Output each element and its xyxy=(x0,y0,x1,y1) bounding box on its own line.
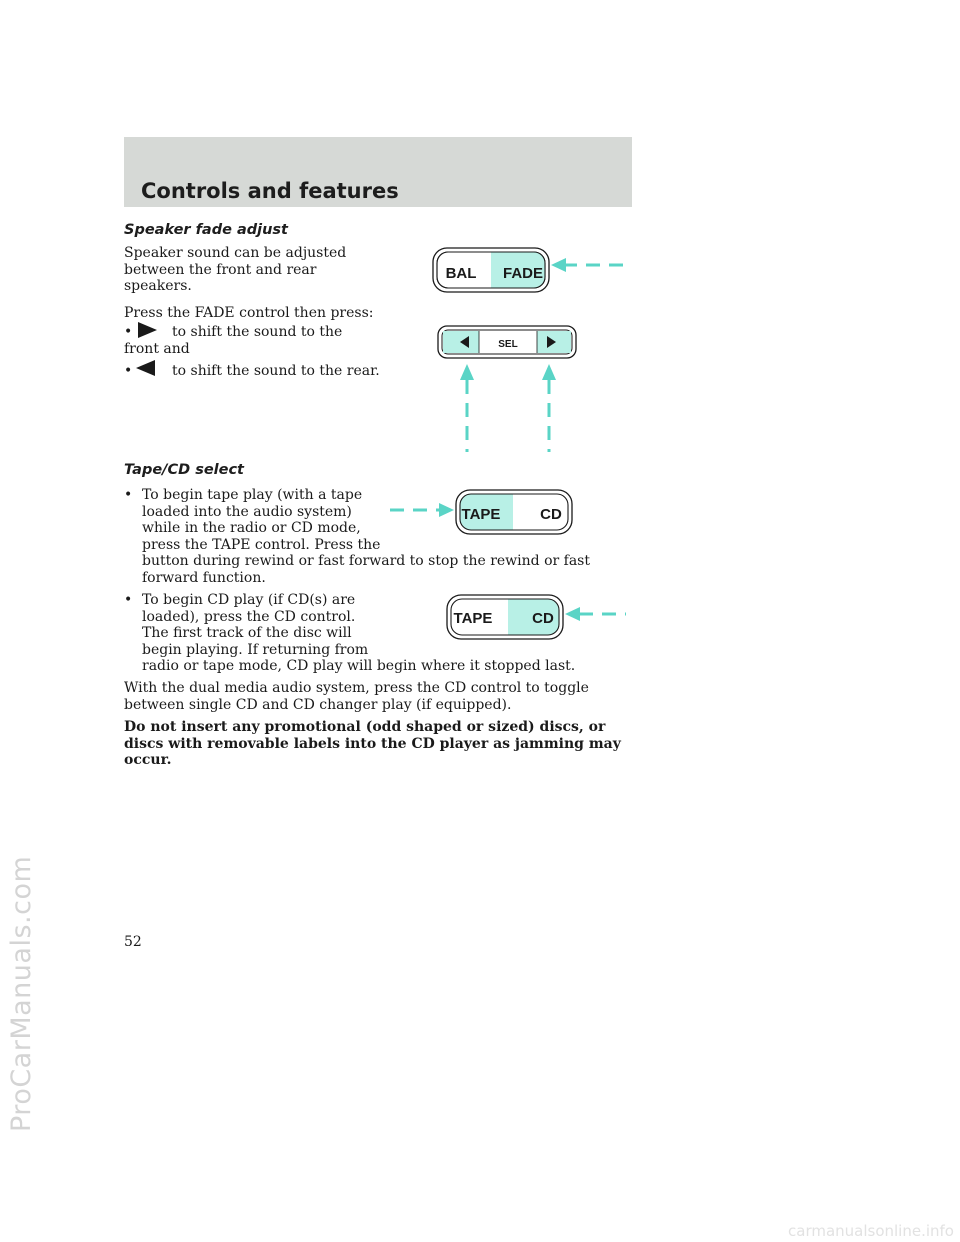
cd-button-illustration[interactable] xyxy=(447,595,563,639)
bullet-cd-line: begin playing. If returning from xyxy=(142,641,369,658)
bullet-front-line: to shift the sound to the xyxy=(172,324,343,340)
warning-line: discs with removable labels into the CD player as jamming may xyxy=(124,735,621,752)
bullet-cd-line: The first track of the disc will xyxy=(142,625,352,641)
footer-watermark: carmanualsonline.info xyxy=(788,1222,954,1240)
warning-line: Do not insert any promotional (odd shaped or sized) discs, or xyxy=(124,719,606,735)
bullet-rear-line: to shift the sound to the rear. xyxy=(172,363,380,379)
bullet-tape-line: forward function. xyxy=(142,569,266,586)
bullet-dot: • xyxy=(124,324,133,340)
bal-fade-button[interactable] xyxy=(433,248,549,292)
sel-rocker-button[interactable] xyxy=(438,326,576,358)
bullet-dot: • xyxy=(124,487,133,503)
tape-label: TAPE xyxy=(461,506,501,523)
sel-label: SEL xyxy=(498,339,518,350)
side-watermark: ProCarManuals.com xyxy=(6,855,37,1132)
bullet-cd-line: radio or tape mode, CD play will begin where it stopped last. xyxy=(142,658,576,674)
fade-intro-line: Speaker sound can be adjusted xyxy=(124,245,347,261)
bullet-cd-line: To begin CD play (if CD(s) are xyxy=(142,592,356,608)
fade-dashed-arrow xyxy=(551,258,630,272)
arrowhead-icon xyxy=(565,607,580,621)
bullet-tape-line: To begin tape play (with a tape xyxy=(142,487,363,503)
fade-label: FADE xyxy=(502,265,544,282)
bullet-dot: • xyxy=(124,363,133,379)
fade-intro-line: speakers. xyxy=(124,278,192,294)
arrowhead-icon xyxy=(460,364,474,380)
fade-intro-line: between the front and rear xyxy=(124,261,317,278)
dual-media-line: With the dual media audio system, press the CD control to toggle xyxy=(124,680,589,696)
bullet-tape-line: press the TAPE control. Press the xyxy=(142,536,381,553)
tape-dashed-arrow xyxy=(390,503,454,517)
page-number: 52 xyxy=(124,934,142,950)
bullet-cd-line: loaded), press the CD control. xyxy=(142,608,356,625)
arrowhead-icon xyxy=(551,258,566,272)
tape-button-illustration[interactable] xyxy=(456,490,572,534)
cd-label: CD xyxy=(540,506,562,523)
sel-dashed-arrows xyxy=(460,364,556,452)
warning-line: occur. xyxy=(124,752,172,768)
bullet-dot: • xyxy=(124,592,133,608)
cd-dashed-arrow xyxy=(565,607,626,621)
arrowhead-icon xyxy=(542,364,556,380)
bullet-front-line: front and xyxy=(124,340,190,357)
fade-press-text: Press the FADE control then press: xyxy=(124,305,374,321)
section-title: Controls and features xyxy=(141,179,399,203)
bullet-tape-line: loaded into the audio system) xyxy=(142,503,352,520)
dual-media-line: between single CD and CD changer play (if equipped). xyxy=(124,696,512,713)
cd-label: CD xyxy=(532,610,554,627)
arrowhead-icon xyxy=(439,503,454,517)
bullet-tape-line: while in the radio or CD mode, xyxy=(142,520,361,536)
bal-label: BAL xyxy=(445,265,477,282)
bullet-tape-line: button during rewind or fast forward to stop the rewind or fast xyxy=(142,553,590,569)
fade-heading: Speaker fade adjust xyxy=(124,222,288,238)
tape-label: TAPE xyxy=(453,610,493,627)
tapecd-heading: Tape/CD select xyxy=(124,462,244,478)
